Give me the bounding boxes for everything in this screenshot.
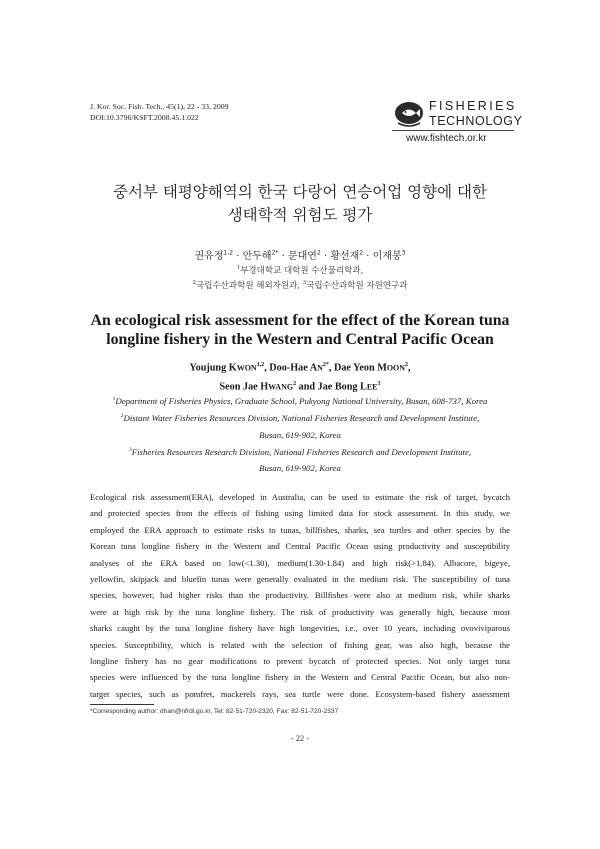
journal-website-link[interactable]: www.fishtech.or.kr (406, 133, 487, 144)
abstract-line: species. Susceptibility, which is related with the selection of fishing gear, was also high, because the (90, 639, 510, 650)
english-affiliation-line (0, 430, 600, 440)
affiliation-mark: 1 (236, 265, 241, 272)
english-affiliation-line (0, 396, 600, 406)
author-separator: · (320, 251, 331, 262)
author-affiliation-mark: 1,2 (223, 249, 234, 257)
korean-title-line-1: 중서부 태평양해역의 한국 다랑어 연승어업 영향에 대한 (113, 183, 487, 201)
korean-affiliation-text: 국립수산과학원 자원연구과 (306, 281, 408, 291)
affiliation-mark: 3 (128, 447, 132, 454)
author-separator: · (278, 251, 288, 262)
author-affiliation-mark: 2* (322, 362, 329, 368)
affiliation-mark: 2 (192, 280, 197, 287)
korean-author-name: 안두해 (242, 251, 272, 262)
abstract-line: species were influenced by the tuna longline fishery in the Western and Central Pacific Ocean, but also non- (90, 672, 510, 683)
author-affiliation-mark: 3 (401, 249, 406, 257)
logo-divider (392, 130, 514, 131)
korean-affiliation-text: 부경대학교 대학원 수산물리학과, (240, 266, 364, 276)
abstract-line: and protected species from the effects of fishing using limited data for stock assessment. In this study, we (90, 508, 510, 519)
author-surname-initial: K (228, 362, 237, 374)
author-surname-initial: M (377, 362, 387, 374)
abstract-line: yellowfin, skipjack and bluefin tunas were generally evaluated in the medium risk. The susceptibility of tuna (90, 574, 510, 584)
author-affiliation-mark: 1,2 (256, 362, 265, 368)
author-surname-rest: N (317, 363, 323, 373)
footnote-divider (90, 704, 154, 705)
english-affiliation-text: Busan, 619-902, Korea (259, 463, 341, 473)
abstract-line: employed the ERA approach to estimate risks to tunas, billfishes, sharks, sea turtles and other species by the (90, 524, 510, 535)
english-authors-line-2 (0, 381, 600, 392)
footnote-marker: * (90, 708, 93, 715)
abstract-line: analyses of the ERA based on low(<1.30), medium(1.30-1.84) and high risk(>1.84). Albacore, bigeye, (90, 557, 510, 568)
korean-affiliation-line-1 (0, 264, 600, 276)
abstract-line: target species, such as pomfret, mackerels rays, sea turtle were done. Ecosystem-based fishery assessment (90, 688, 510, 699)
footnote-text: Corresponding author: dhan@nfrdi.go.kr, Tel: 82-51-720-2320, Fax: 82-51-720-2337 (92, 708, 339, 715)
journal-doi: DOI:10.3796/KSFT.2008.45.1.022 (90, 113, 199, 122)
english-affiliation-text: Fisheries Resources Research Division, National Fisheries Research and Development Institute, (131, 447, 472, 457)
korean-author-name: 문대연 (287, 251, 317, 262)
author-first-name: Doo-Hae (269, 362, 310, 374)
korean-affiliation-text: 국립수산과학원 해외자원과, (196, 281, 303, 291)
english-affiliation-text: Department of Fisheries Physics, Graduate School, Pukyong National University, Busan, 608-737, Korea (115, 396, 488, 406)
abstract-line: sharks caught by the tuna longline fishery have high longevities, i.e., over 10 years, including ovoviviparous (90, 623, 510, 634)
author-separator: , (264, 362, 270, 374)
logo-word-fisheries: FISHERIES (429, 99, 517, 113)
abstract-line: species, however, had higher risks than the productivity. Billfishes were also at medium risk, while sharks (90, 590, 510, 601)
english-affiliation-text: Busan, 619-902, Korea (259, 430, 341, 440)
affiliation-mark: 1 (112, 396, 116, 403)
journal-citation: J. Kor. Soc. Fish. Tech., 45(1), 22 - 33, 2009 (90, 102, 229, 111)
author-surname-rest: WON (236, 363, 257, 373)
fish-hook-emblem-icon (393, 99, 425, 129)
author-affiliation-mark: 2* (271, 249, 279, 257)
affiliation-mark: 3 (302, 280, 307, 287)
author-first-name: Jae Bong (317, 381, 361, 393)
author-separator: , (328, 362, 334, 374)
author-affiliation-mark: 3 (377, 381, 381, 387)
author-surname-rest: OON (386, 363, 406, 373)
author-affiliation-mark: 2 (405, 362, 409, 368)
author-surname-initial: H (260, 381, 269, 393)
english-affiliation-line (0, 463, 600, 473)
journal-logo (392, 97, 522, 149)
english-affiliation-line (0, 413, 600, 423)
author-affiliation-mark: 2 (316, 249, 321, 257)
english-affiliation-line (0, 447, 600, 457)
abstract-line: Korean tuna longline fishery in the Western and Central Pacific Ocean using productivity and susceptibility (90, 541, 510, 552)
logo-word-technology: TECHNOLOGY (429, 114, 523, 128)
author-separator: and (296, 381, 318, 393)
journal-info (90, 101, 229, 123)
author-surname-initial: A (309, 362, 318, 374)
page-number: - 22 - (290, 734, 310, 743)
english-authors-line-1 (0, 362, 600, 373)
author-separator: · (363, 251, 373, 262)
affiliation-mark: 2 (120, 413, 124, 420)
korean-author-name: 권유정 (194, 251, 224, 262)
abstract-line: were at high risk by the tuna longline fishery. The risk of productivity was generally high, because most (90, 606, 510, 617)
author-affiliation-mark: 2 (359, 249, 364, 257)
author-surname-initial: L (360, 381, 367, 393)
corresponding-author-footnote (90, 708, 338, 715)
abstract-line: Ecological risk assessment(ERA), developed in Australia, can be used to estimate the risk of target, bycatch (90, 492, 510, 502)
author-surname-rest: EE (366, 382, 378, 392)
english-title-line-1: An ecological risk assessment for the effect of the Korean tuna (90, 312, 510, 329)
korean-title-line-2: 생태학적 위험도 평가 (227, 206, 373, 224)
english-affiliation-text: Distant Water Fisheries Resources Division, National Fisheries Research and Development Institute, (123, 413, 480, 423)
author-first-name: Youjung (189, 362, 229, 374)
korean-author-name: 이재봉 (372, 251, 402, 262)
abstract-line: longline fishery has no gear modifications to prevent bycatch of protected species. Not only target tuna (90, 656, 510, 666)
author-separator: , (408, 362, 411, 374)
korean-affiliation-line-2 (0, 279, 600, 291)
korean-authors (0, 247, 600, 262)
english-title-line-2: longline fishery in the Western and Central Pacific Ocean (106, 331, 494, 348)
author-separator: · (233, 251, 243, 262)
author-affiliation-mark: 2 (293, 381, 297, 387)
korean-author-name: 황선재 (330, 251, 360, 262)
author-surname-rest: WANG (268, 382, 294, 392)
author-first-name: Dae Yeon (333, 362, 378, 374)
author-first-name: Seon Jae (219, 381, 261, 393)
